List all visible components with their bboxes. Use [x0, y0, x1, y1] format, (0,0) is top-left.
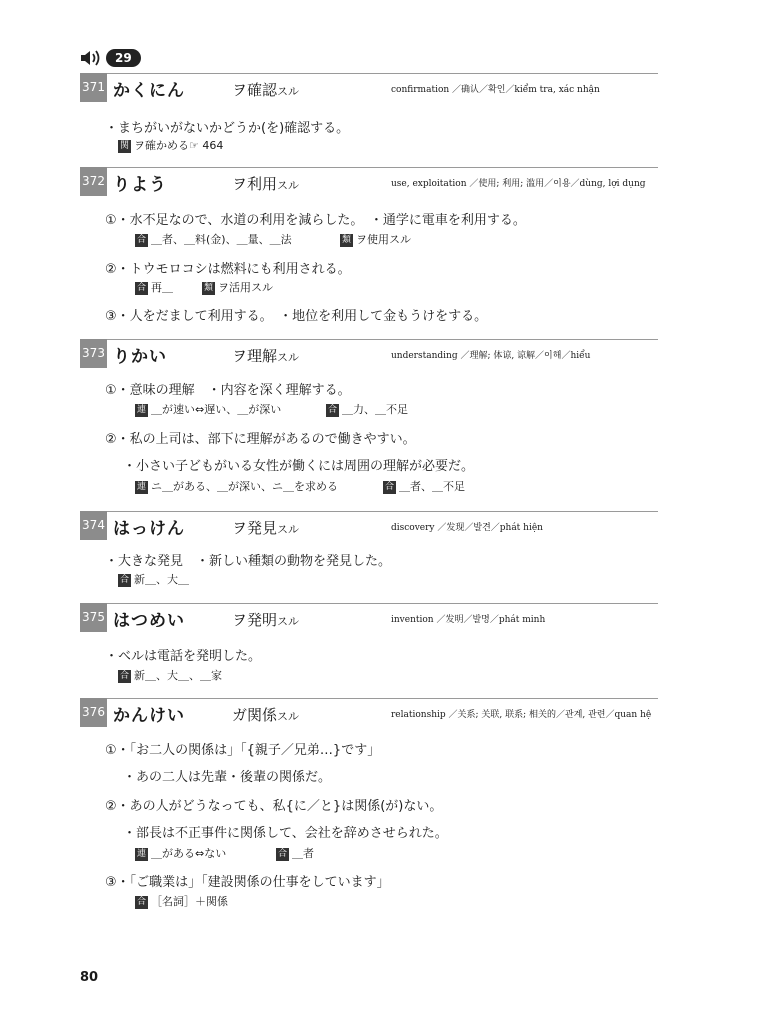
entry-header	[80, 167, 658, 201]
entry-reading: りかい	[113, 347, 167, 367]
example-line: ①・「お二人の関係は」「{親子／兄弟…}です」	[105, 743, 381, 758]
related-note: 合 ＿者	[277, 847, 314, 860]
related-note: 類 ヲ使用スル	[341, 233, 411, 246]
entry-word: ヲ確認スル	[232, 81, 300, 99]
entry-translation: use, exploitation ／使用; 利用; 滥用／이용／dùng, lợi dụng	[391, 179, 646, 189]
entry-reading: かくにん	[113, 81, 185, 101]
example-line: ①・水不足なので、水道の利用を減らした。 ・通学に電車を利用する。	[105, 213, 526, 228]
entry-reading: りよう	[113, 175, 167, 195]
entry-reading: はっけん	[113, 519, 185, 539]
entry-number: 376	[80, 698, 107, 727]
entry-header	[80, 73, 658, 107]
related-note: 合 ［名詞］＋関係	[136, 895, 228, 908]
entry-number: 374	[80, 511, 107, 540]
entry-translation: confirmation ／确认／확인／kiểm tra, xác nhận	[391, 85, 600, 95]
related-note: 類 ヲ活用スル	[203, 281, 273, 294]
example-line: ・まちがいがないかどうか(を)確認する。	[105, 121, 350, 136]
entry-word: ヲ理解スル	[232, 347, 300, 365]
example-line: ②・トウモロコシは燃料にも利用される。	[105, 262, 351, 277]
related-note: 合 再＿	[136, 281, 173, 294]
entry-translation: relationship ／关系; 关联, 联系; 相关的／관계, 관련／quan hệ	[391, 710, 652, 720]
audio-track[interactable]	[80, 48, 141, 68]
related-note: 合 新＿、大＿	[119, 573, 189, 586]
entry-translation: understanding ／理解; 体谅, 谅解／이해／hiểu	[391, 351, 591, 361]
example-line: ・部長は不正事件に関係して、会社を辞めさせられた。	[123, 826, 448, 841]
entry-header	[80, 698, 658, 732]
example-line: ③・人をだまして利用する。 ・地位を利用して金もうけをする。	[105, 309, 488, 324]
entry-number: 372	[80, 167, 107, 196]
entry-number: 375	[80, 603, 107, 632]
entry-reading: かんけい	[113, 706, 185, 726]
related-note: 合 ＿者、＿料(金)、＿量、＿法	[136, 233, 292, 246]
related-note: 合 ＿力、＿不足	[327, 403, 408, 416]
example-line: ②・あの人がどうなっても、私{に／と}は関係(が)ない。	[105, 799, 443, 814]
entry-header	[80, 603, 658, 637]
entry-word: ガ関係スル	[232, 706, 300, 724]
entry-word: ヲ発見スル	[232, 519, 300, 537]
example-line: ③・「ご職業は」「建設関係の仕事をしています」	[105, 875, 390, 890]
related-note: 関 ヲ確かめる☞ 464	[119, 139, 224, 152]
entry-header	[80, 511, 658, 545]
page-number: 80	[80, 970, 99, 985]
entry-number: 373	[80, 339, 107, 368]
example-line: ①・意味の理解 ・内容を深く理解する。	[105, 383, 351, 398]
entry-word: ヲ発明スル	[232, 611, 300, 629]
related-note: 連 ニ＿がある、＿が深い、ニ＿を求める	[136, 480, 338, 493]
related-note: 合 新＿、大＿、＿家	[119, 669, 222, 682]
example-line: ・小さい子どもがいる女性が働くには周囲の理解が必要だ。	[123, 459, 475, 474]
entry-number: 371	[80, 73, 107, 102]
entry-header	[80, 339, 658, 373]
entry-translation: invention ／发明／발명／phát minh	[391, 615, 546, 625]
speaker-icon	[80, 48, 102, 68]
example-line: ・ベルは電話を発明した。	[105, 649, 262, 664]
related-note: 連 ＿が速い⇔遅い、＿が深い	[136, 403, 282, 416]
related-note: 合 ＿者、＿不足	[384, 480, 465, 493]
example-line: ・あの二人は先輩・後輩の関係だ。	[123, 770, 332, 785]
entry-translation: discovery ／发现／발견／phát hiện	[391, 523, 543, 533]
entry-word: ヲ利用スル	[232, 175, 300, 193]
related-note: 連 ＿がある⇔ない	[136, 847, 227, 860]
example-line: ②・私の上司は、部下に理解があるので働きやすい。	[105, 432, 416, 447]
track-number: 29	[106, 49, 141, 67]
entry-reading: はつめい	[113, 611, 185, 631]
example-line: ・大きな発見 ・新しい種類の動物を発見した。	[105, 554, 392, 569]
